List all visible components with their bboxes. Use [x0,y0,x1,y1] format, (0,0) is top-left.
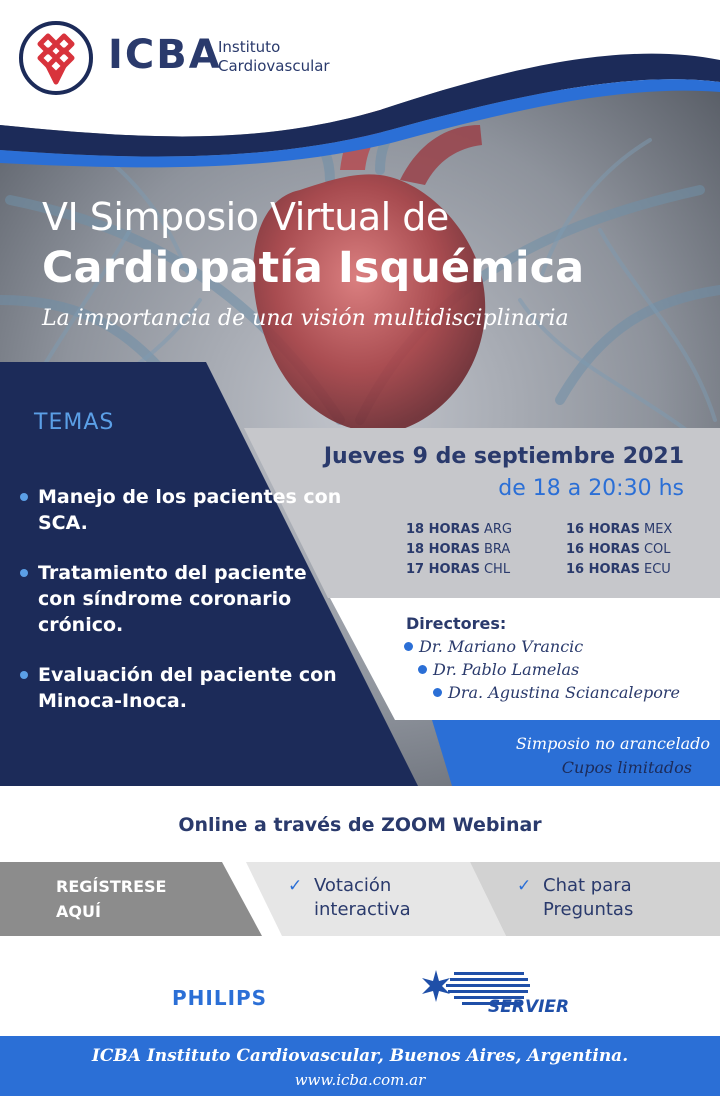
timezone-row: 16 HORAS MEX [566,522,673,537]
director-item: Dr. Mariano Vrancic [404,637,583,656]
timezone-row: 18 HORAS ARG [406,522,512,537]
register-line-2: AQUÍ [56,902,101,921]
timezone-row: 16 HORAS COL [566,542,671,557]
timezone-row: 18 HORAS BRA [406,542,511,557]
directors-heading: Directores: [406,614,507,633]
sponsor-philips-logo: PHILIPS [172,986,268,1010]
check-icon: ✓ [517,876,532,896]
tema-item [20,560,350,638]
brand-subtitle: Instituto Cardiovascular [218,38,330,75]
bullet-icon [20,493,28,501]
footer-address: ICBA Instituto Cardiovascular, Buenos Aires, Argentina. [91,1046,629,1066]
event-date: Jueves 9 de septiembre 2021 [323,444,684,469]
register-button[interactable] [56,874,216,924]
timezones-left [406,522,512,582]
timezones-right [566,522,672,582]
limited-label: Cupos limitados [561,758,692,777]
brand-name: ICBA [108,32,222,78]
title-line-2: Cardiopatía Isquémica [42,243,585,293]
timezone-row: 16 HORAS ECU [566,562,671,577]
feature-line: Preguntas [543,899,634,920]
tema-item [20,662,350,714]
timezone-row: 17 HORAS CHL [406,562,511,577]
tema-text: Manejo de los pacientes con SCA. [38,486,342,534]
icba-logo [18,20,378,100]
feature-line: Chat para [543,875,632,896]
tema-text: Evaluación del paciente con Minoca-Inoca. [38,664,337,712]
sponsor-servier-logo: SERVIER [488,997,570,1017]
footer-url-link[interactable]: www.icba.com.ar [294,1071,426,1089]
temas-list [20,484,350,738]
bullet-icon [433,688,442,697]
bullet-icon [404,642,413,651]
tagline: La importancia de una visión multidisciplinaria [42,306,569,331]
feature-chat [517,874,693,922]
feature-line: interactiva [314,899,411,920]
director-item: Dr. Pablo Lamelas [418,660,579,679]
online-label: Online a través de ZOOM Webinar [178,814,542,836]
bullet-icon [418,665,427,674]
check-icon: ✓ [288,876,303,896]
title-line-1: VI Simposio Virtual de [42,195,449,239]
tema-item [20,484,350,536]
event-hours: de 18 a 20:30 hs [498,476,684,501]
feature-line: Votación [314,875,392,896]
register-line-1: REGÍSTRESE [56,877,167,896]
director-item: Dra. Agustina Sciancalepore [433,683,680,702]
bullet-icon [20,569,28,577]
temas-heading: TEMAS [34,410,115,435]
feature-voting [288,874,464,922]
bullet-icon [20,671,28,679]
free-label: Simposio no arancelado [515,734,710,753]
icba-heart-logo-icon [18,20,94,96]
tema-text: Tratamiento del paciente con síndrome coronario crónico. [38,562,307,636]
